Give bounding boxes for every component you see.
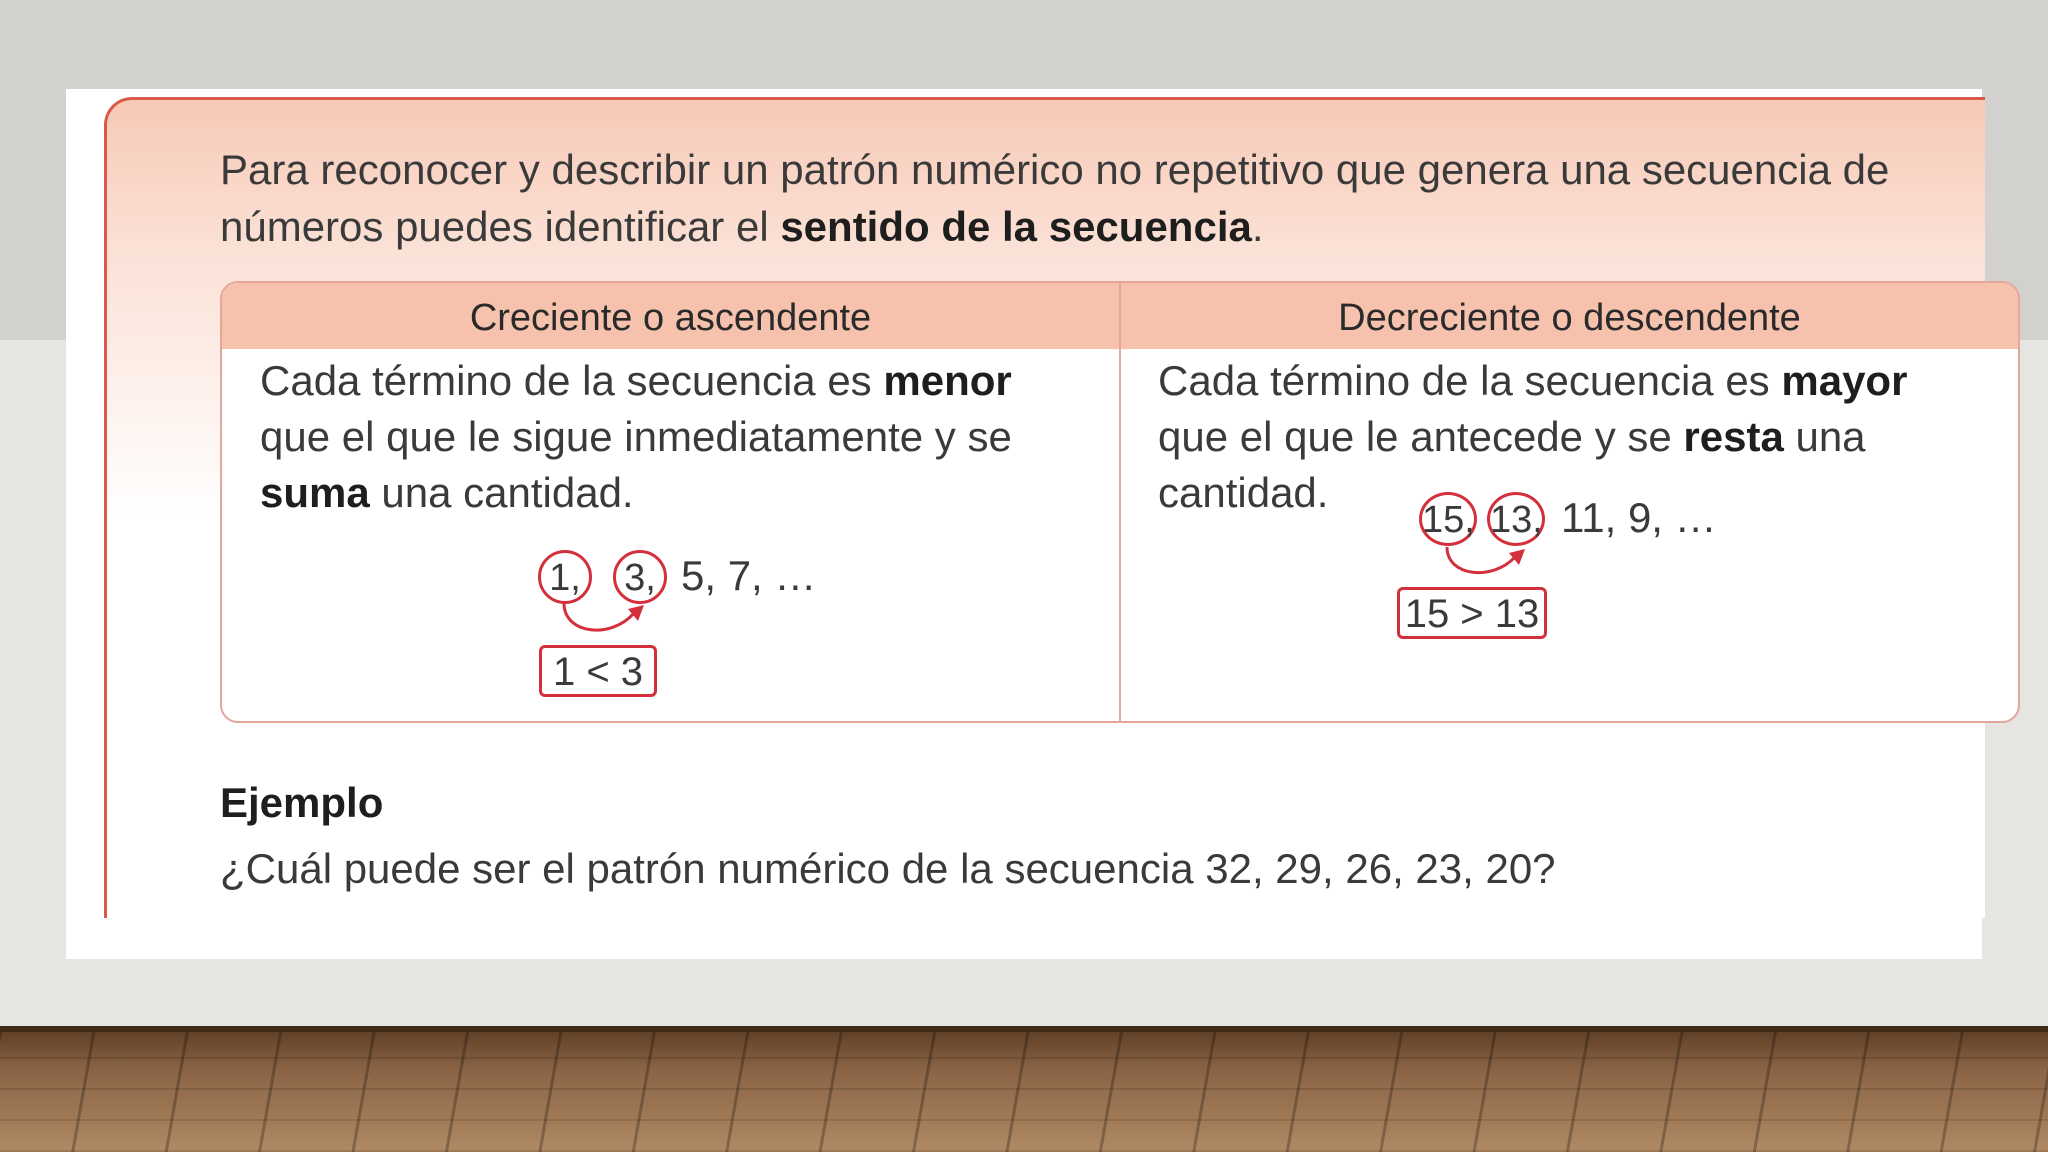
intro-end: . bbox=[1251, 203, 1264, 250]
header-decreasing: Decreciente o descendente bbox=[1338, 297, 1801, 339]
comparison-box: 15 > 13 bbox=[1397, 587, 1547, 639]
slide-content bbox=[66, 89, 1982, 959]
bold-term: suma bbox=[260, 469, 370, 516]
comparison-box: 1 < 3 bbox=[539, 645, 657, 697]
intro-text: Para reconocer y describir un patrón numérico no repetitivo que genera una secuencia de números puedes identificar el bbox=[220, 146, 1890, 250]
intro-paragraph bbox=[220, 141, 1940, 255]
sequence-circle: 1, bbox=[538, 550, 592, 604]
text: una cantidad. bbox=[1158, 413, 1866, 516]
arrow-icon bbox=[1433, 545, 1543, 589]
sequence-rest: 11, 9, … bbox=[1561, 494, 1717, 541]
bold-term: mayor bbox=[1781, 357, 1908, 404]
sequence-circle: 3, bbox=[613, 550, 667, 604]
floor-edge bbox=[0, 1026, 2048, 1032]
example-title: Ejemplo bbox=[220, 779, 384, 826]
decreasing-diagram bbox=[1121, 283, 2018, 721]
bold-term: resta bbox=[1683, 413, 1784, 460]
bold-term: menor bbox=[883, 357, 1012, 404]
example-question: ¿Cuál puede ser el patrón numérico de la secuencia 32, 29, 26, 23, 20? bbox=[220, 845, 1556, 892]
text: que el que le sigue inmediatamente y se bbox=[260, 413, 1012, 460]
header-increasing: Creciente o ascendente bbox=[469, 297, 872, 339]
text: Cada término de la secuencia es bbox=[1158, 357, 1782, 404]
sequence-circle: 13, bbox=[1487, 492, 1545, 546]
sequence-types-table bbox=[220, 281, 2020, 723]
wood-floor bbox=[0, 1026, 2048, 1152]
intro-bold-term: sentido de la secuencia bbox=[780, 203, 1252, 250]
text: que el que le antecede y se bbox=[1158, 413, 1684, 460]
text: una cantidad. bbox=[369, 469, 634, 516]
increasing-diagram bbox=[222, 283, 1119, 721]
arrow-icon bbox=[552, 601, 662, 645]
sequence-rest: 5, 7, … bbox=[681, 552, 817, 599]
text: Cada término de la secuencia es bbox=[260, 357, 884, 404]
sequence-circle: 15, bbox=[1419, 492, 1477, 546]
